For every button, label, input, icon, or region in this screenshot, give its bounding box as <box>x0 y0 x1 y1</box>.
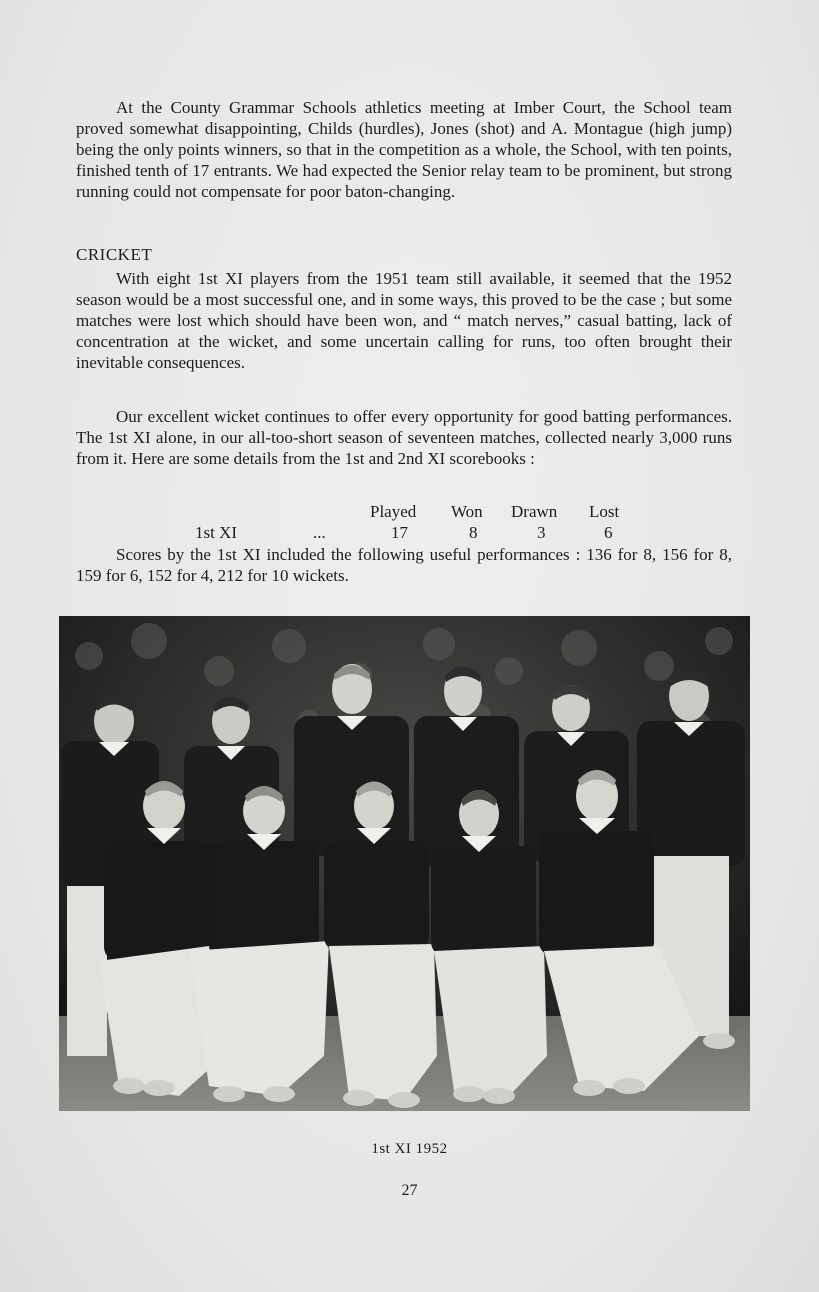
page-number: 27 <box>401 1182 418 1199</box>
header-played: Played <box>370 502 417 521</box>
row-team: 1st XI <box>195 523 238 542</box>
header-won: Won <box>451 502 483 521</box>
header-drawn: Drawn <box>511 502 558 521</box>
team-photograph <box>59 616 750 1111</box>
row-lost: 6 <box>604 523 613 542</box>
row-drawn: 3 <box>537 523 546 542</box>
paragraph-cricket-intro: With eight 1st XI players from the 1951 team still available, it seemed that the 1952 season would be a most successful one, and in some ways, this proved to be the case ; but some matches were lost which should have been won, and “ match nerves,” casual batting, lack of concentration at the wicket, and some uncertain calling for runs, too often brought their inevitable consequences. <box>76 269 732 372</box>
paragraph-cricket-wicket: Our excellent wicket continues to offer every opportunity for good batting performances. The 1st XI alone, in our all-too-short season of seventeen matches, collected nearly 3,000 runs from it. Here are some details from the 1st and 2nd XI scorebooks : <box>76 407 732 468</box>
section-heading-cricket: CRICKET <box>76 245 153 264</box>
paragraph-athletics: At the County Grammar Schools athletics meeting at Imber Court, the School team proved somewhat disappointing, Childs (hurdles), Jones (shot) and A. Montague (high jump) being the only points winners, so that in the competition as a whole, the School, with ten points, finished tenth of 17 entrants. We had expected the Senior relay team to be prominent, but strong running could not compensate for poor baton-changing. <box>76 98 732 201</box>
row-won: 8 <box>469 523 478 542</box>
row-played: 17 <box>391 523 408 542</box>
paragraph-scores: Scores by the 1st XI included the following useful performances : 136 for 8, 156 for 8, 159 for 6, 152 for 4, 212 for 10 wickets. <box>76 545 732 585</box>
header-lost: Lost <box>589 502 620 521</box>
row-leader: ... <box>313 523 326 542</box>
photo-caption: 1st XI 1952 <box>371 1141 448 1157</box>
team-photo-illustration <box>59 616 750 1111</box>
